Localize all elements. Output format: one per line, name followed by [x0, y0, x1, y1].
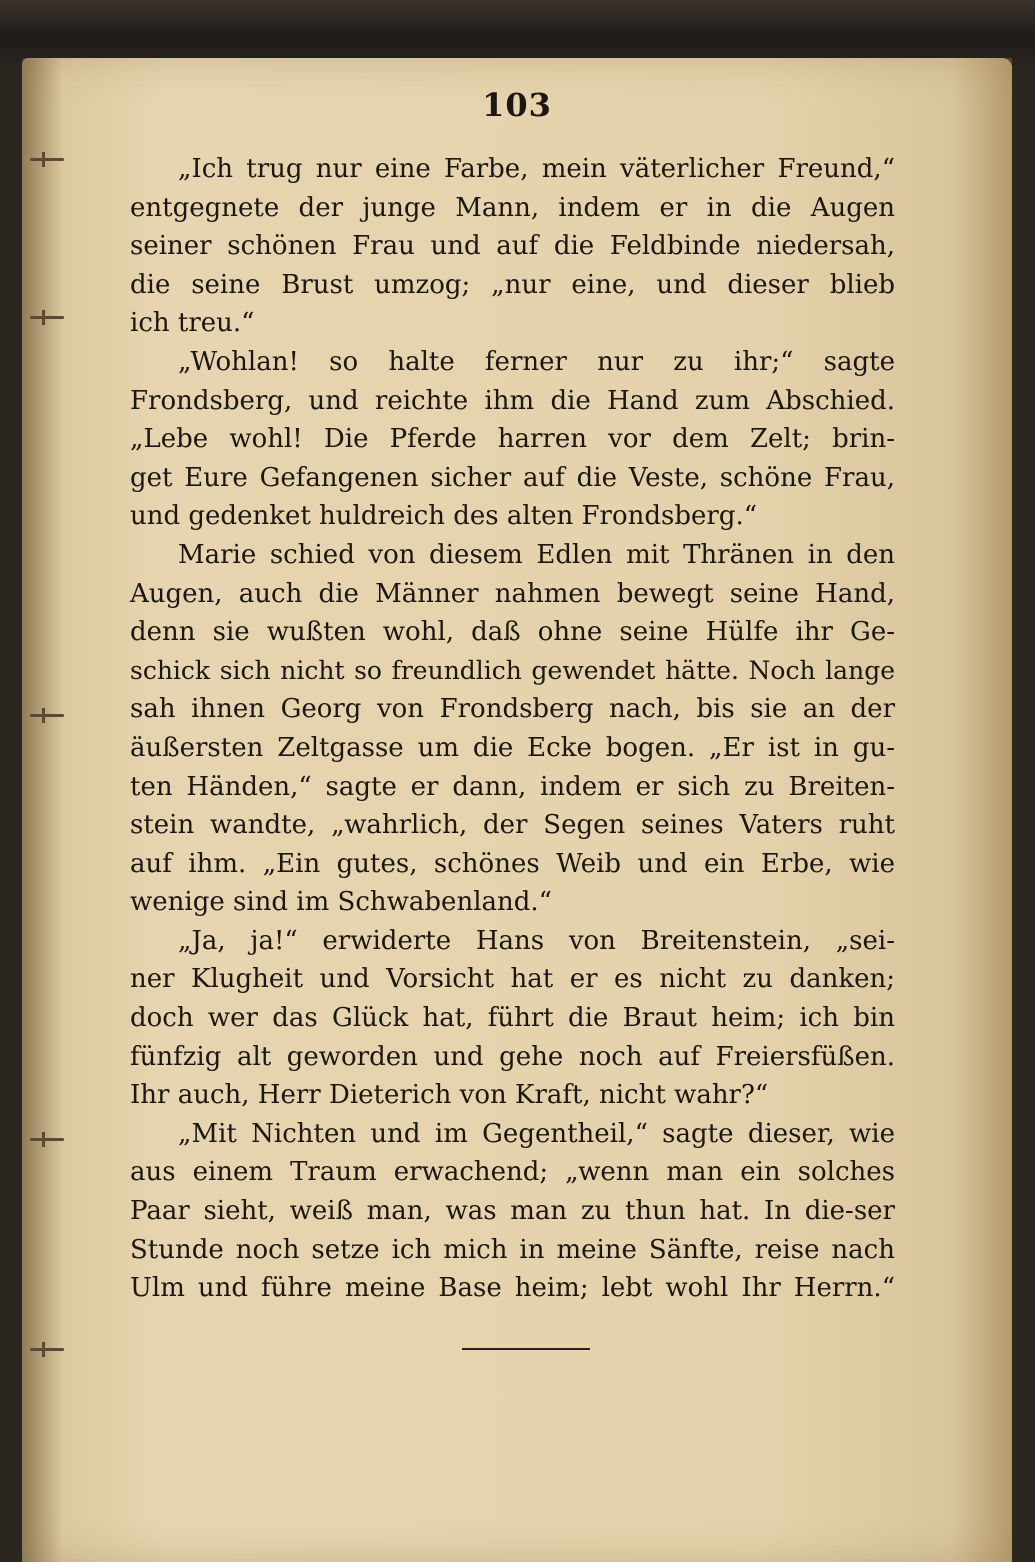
binding-stitch: [30, 1348, 64, 1351]
binding-stitch: [30, 158, 64, 161]
text-line: Marie schied von diesem Edlen mit Thränen in den: [178, 539, 895, 570]
body-text: [130, 150, 895, 1308]
text-line: schick sich nicht so freundlich gewendet hätte. Noch lange: [130, 655, 895, 685]
text-line: stein wandte, „wahrlich, der Segen seines Vaters ruht: [130, 810, 895, 841]
end-rule: [462, 1348, 590, 1350]
text-line: seiner schönen Frau und auf die Feldbinde niedersah,: [130, 231, 895, 262]
text-line: doch wer das Glück hat, führt die Braut heim; ich bin: [130, 1003, 895, 1034]
text-line: äußersten Zeltgasse um die Ecke bogen. „Er ist in gu-: [130, 732, 895, 763]
text-line: aus einem Traum erwachend; „wenn man ein solches: [130, 1157, 895, 1188]
text-line: „Mit Nichten und im Gegentheil,“ sagte dieser, wie: [178, 1118, 895, 1149]
text-line: Frondsberg, und reichte ihm die Hand zum Abschied.: [130, 385, 895, 416]
text-line: und gedenket huldreich des alten Frondsberg.“: [130, 501, 758, 532]
binding-stitch: [30, 714, 64, 717]
text-line: ten Händen,“ sagte er dann, indem er sich zu Breiten-: [130, 771, 895, 802]
binding-stitch: [30, 1138, 64, 1141]
text-line: Stunde noch setze ich mich in meine Sänfte, reise nach: [130, 1234, 895, 1265]
text-line: wenige sind im Schwabenland.“: [130, 887, 552, 918]
text-line: fünfzig alt geworden und gehe noch auf Freiersfüßen.: [130, 1041, 895, 1072]
book-page: [22, 58, 1012, 1562]
text-line: entgegnete der junge Mann, indem er in die Augen: [130, 192, 895, 223]
binding-stitch: [30, 316, 64, 319]
text-line: ner Klugheit und Vorsicht hat er es nicht zu danken;: [130, 964, 895, 995]
text-line: Ulm und führe meine Base heim; lebt wohl Ihr Herrn.“: [130, 1273, 895, 1304]
gutter-shadow: [22, 58, 62, 1562]
text-line: „Ich trug nur eine Farbe, mein väterlicher Freund,“: [178, 154, 895, 184]
text-line: ich treu.“: [130, 308, 255, 339]
text-line: Paar sieht, weiß man, was man zu thun hat. In die-ser: [130, 1196, 895, 1227]
text-line: get Eure Gefangenen sicher auf die Veste, schöne Frau,: [130, 462, 895, 493]
page-number: 103: [482, 86, 552, 124]
page-edge-stain: [952, 58, 1012, 1562]
text-line: Ihr auch, Herr Dieterich von Kraft, nicht wahr?“: [130, 1080, 769, 1111]
text-line: die seine Brust umzog; „nur eine, und dieser blieb: [130, 269, 895, 300]
text-line: „Lebe wohl! Die Pferde harren vor dem Zelt; brin-: [130, 424, 895, 455]
text-line: auf ihm. „Ein gutes, schönes Weib und ein Erbe, wie: [130, 848, 895, 879]
text-line: Augen, auch die Männer nahmen bewegt seine Hand,: [130, 578, 895, 609]
text-line: „Wohlan! so halte ferner nur zu ihr;“ sagte: [178, 346, 895, 377]
text-line: „Ja, ja!“ erwiderte Hans von Breitenstein, „sei-: [178, 925, 895, 956]
text-line: sah ihnen Georg von Frondsberg nach, bis sie an der: [130, 694, 895, 725]
text-line: denn sie wußten wohl, daß ohne seine Hülfe ihr Ge-: [130, 617, 895, 648]
